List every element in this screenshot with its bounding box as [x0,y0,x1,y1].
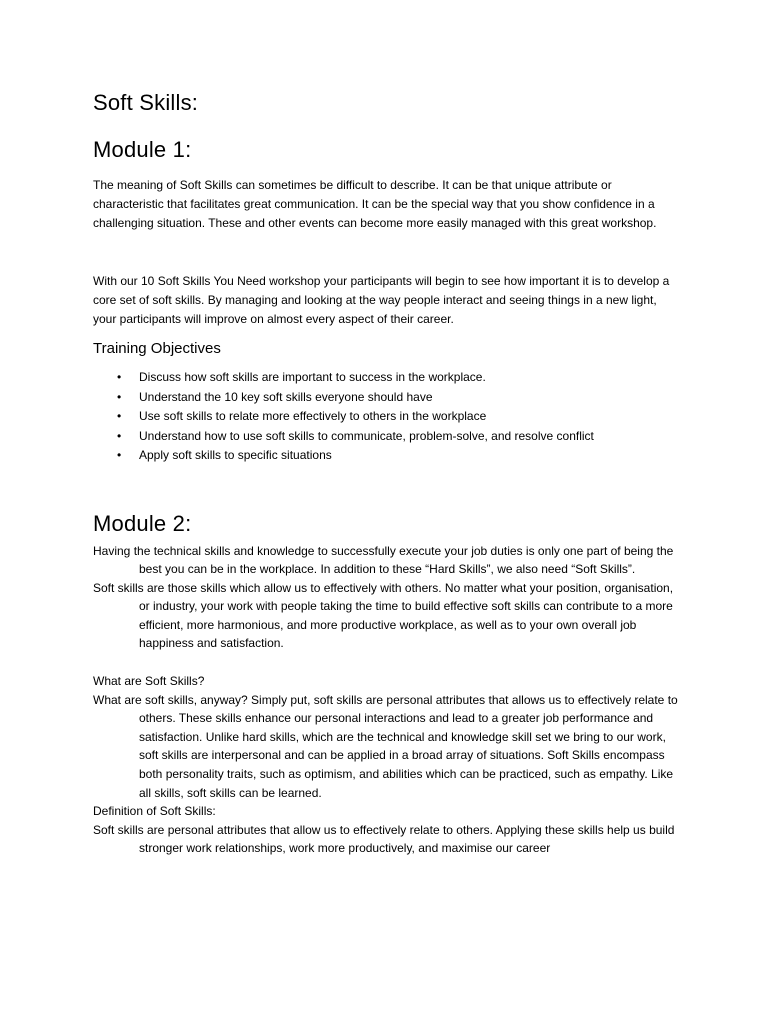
module-2-heading: Module 2: [93,510,192,536]
list-item-text: Use soft skills to relate more effectively to others in the workplace [139,409,487,423]
list-item-text: Discuss how soft skills are important to success in the workplace. [139,370,486,384]
list-item-text: Understand how to use soft skills to communicate, problem-solve, and resolve conflict [139,428,594,443]
bullet-icon: • [117,409,122,423]
module-1-paragraph-2: With our 10 Soft Skills You Need workshop your participants will begin to see how important it is to develop a core set of soft skills. By managing and looking at the way people interact and seeing things in a new light, your participants will improve on almost every aspect of their career. [93,274,670,326]
document-title: Soft Skills: [93,90,199,115]
training-objectives-heading: Training Objectives [93,340,221,357]
bullet-icon: • [117,389,122,404]
module-1-heading: Module 1: [93,137,192,162]
module-2-paragraph-2: Soft skills are those skills which allow us to effectively with others. No matter what your position, organisation, or industry, your work with people taking the time to build effective soft skills can contribute to a more efficient, more harmonious, and more productive workplace, as well as to your own overall job happiness and satisfaction. [93,580,674,651]
bullet-icon: • [117,370,122,384]
module-1-paragraph-1: The meaning of Soft Skills can sometimes be difficult to describe. It can be that unique attribute or characteristic that facilitates great communication. It can be the special way that you show confidence in a challenging situation. These and other events can become more easily managed with this great workshop. [93,178,657,230]
list-item [93,446,683,466]
document-body [93,88,683,858]
list-item-text: Apply soft skills to specific situations [139,448,332,462]
list-item [93,407,683,427]
list-item [93,388,683,408]
definition-heading: Definition of Soft Skills: [93,804,216,819]
what-are-soft-skills-heading: What are Soft Skills? [93,674,205,689]
bullet-icon: • [117,428,122,443]
bullet-icon: • [117,448,122,462]
list-item [93,368,683,388]
definition-paragraph: Soft skills are personal attributes that allow us to effectively relate to others. Applying these skills help us build stronger work relationships, work more productively, and maximise our career [93,822,675,856]
list-item [93,427,683,447]
list-item-text: Understand the 10 key soft skills everyone should have [139,389,433,404]
what-are-soft-skills-paragraph: What are soft skills, anyway? Simply put, soft skills are personal attributes that allows us to effectively relate to others. These skills enhance our personal interactions and lead to a greater job performance and satisfaction. Unlike hard skills, which are the technical and knowledge skill set we bring to our work, soft skills are interpersonal and can be applied in a broad array of situations. Soft Skills encompass both personality traits, such as optimism, and abilities which can be practiced, such as empathy. Like all skills, soft skills can be learned. [93,692,678,800]
module-2-paragraph-1: Having the technical skills and knowledge to successfully execute your job duties is only one part of being the best you can be in the workplace. In addition to these “Hard Skills”, we also need “Soft Skills”. [93,543,674,577]
training-objectives-list [93,368,683,466]
